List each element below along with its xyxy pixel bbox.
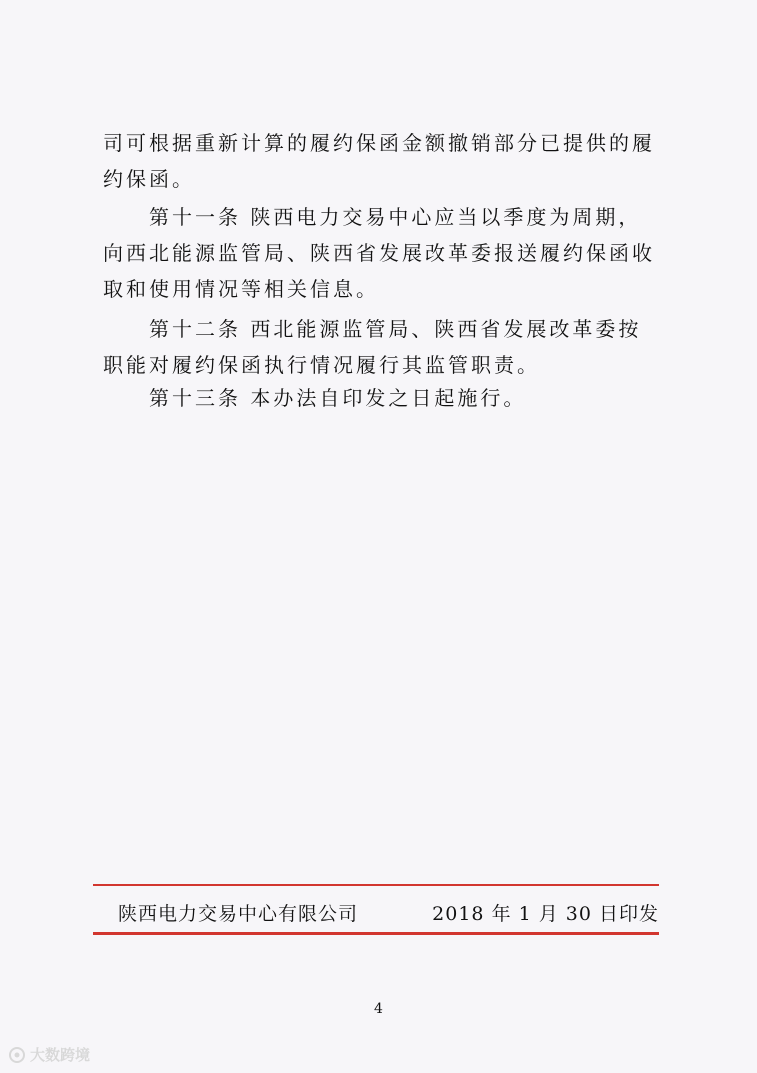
footer-rule-bottom <box>93 932 659 935</box>
article-13: 第十三条 本办法自印发之日起施行。 <box>149 386 527 410</box>
footer-rule-top <box>93 884 659 886</box>
issuer-name: 陕西电力交易中心有限公司 <box>118 903 359 925</box>
page-number: 4 <box>374 1001 383 1017</box>
watermark-text: 大数跨境 <box>30 1046 91 1064</box>
paragraph-continuation: 司可根据重新计算的履约保函金额撤销部分已提供的履约保函。 <box>103 131 655 191</box>
brand-logo-icon <box>8 1046 26 1064</box>
watermark <box>8 1044 90 1065</box>
issue-date: 2018 年 1 月 30 日印发 <box>432 903 659 925</box>
article-12: 第十二条 西北能源监管局、陕西省发展改革委按职能对履约保函执行情况履行其监管职责。 <box>103 317 642 377</box>
article-11: 第十一条 陕西电力交易中心应当以季度为周期，向西北能源监管局、陕西省发展改革委报送履约保函收取和使用情况等相关信息。 <box>103 205 655 301</box>
